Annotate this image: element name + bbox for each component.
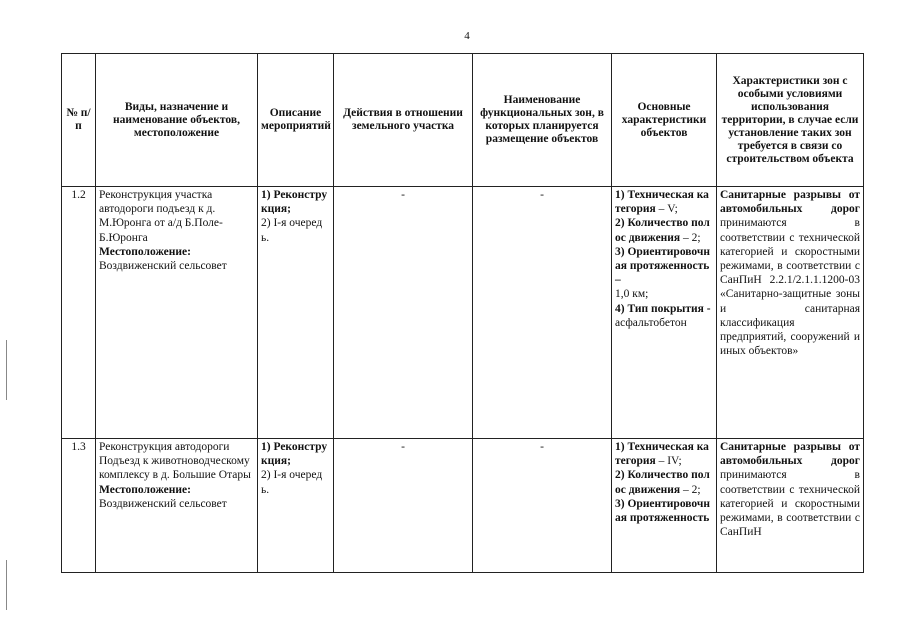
char-category-label: 1) Техническая категория <box>615 441 709 468</box>
char-lanes-label: 2) Количество полос движения <box>615 469 710 496</box>
characteristics-cell <box>612 187 717 439</box>
char-lanes-label: 2) Количество полос движения <box>615 217 710 244</box>
land-actions-cell: - <box>334 439 473 573</box>
measure-type: 1) Реконструкция; <box>261 189 328 216</box>
char-category-value: – IV; <box>658 455 682 468</box>
location-value: Воздвиженский сельсовет <box>99 260 227 273</box>
char-lanes-value: – 2; <box>683 483 701 496</box>
char-surface-value: асфальтобетон <box>615 316 687 329</box>
table-row <box>62 439 864 573</box>
measure-type: 1) Реконструкция; <box>261 441 328 468</box>
header-measures: Описание мероприятий <box>258 54 334 187</box>
page-number: 4 <box>464 30 470 42</box>
location-value: Воздвиженский сельсовет <box>99 497 227 510</box>
object-cell <box>96 187 258 439</box>
header-object-type: Виды, назначение и наименование объектов, местоположение <box>96 54 258 187</box>
characteristics-cell <box>612 439 717 573</box>
char-length-label: 3) Ориентировочная протяженность – <box>615 245 710 287</box>
header-number: № п/п <box>62 54 96 187</box>
zone-description: принимаются в соответствии с технической категорией и скоростными режимами, в соответствии с СанПиН 2.2.1/2.1.1.1200-03 «Санитарно-защитные зоны и санитарная классификация предприятий, сооружений и иных объектов» <box>720 217 860 358</box>
row-number: 1.2 <box>62 187 96 439</box>
table-header-row <box>62 54 864 187</box>
special-zones-cell <box>717 187 864 439</box>
measure-stage: 2) I-я очередь. <box>261 217 323 244</box>
object-description: Реконструкция участка автодороги подъезд к д. М.Юронга от а/д Б.Поле-Б.Юронга <box>99 189 223 244</box>
scan-edge-mark <box>6 340 7 400</box>
char-category-value: – V; <box>658 203 678 216</box>
char-category-label: 1) Техническая категория <box>615 189 709 216</box>
zone-heading: Санитарные разрывы от автомобильных дорог <box>720 441 860 468</box>
header-functional-zones: Наименование функциональных зон, в которых планируется размещение объектов <box>473 54 612 187</box>
functional-zones-cell: - <box>473 187 612 439</box>
measure-stage: 2) I-я очередь. <box>261 469 323 496</box>
functional-zones-cell: - <box>473 439 612 573</box>
header-land-actions: Действия в отношении земельного участка <box>334 54 473 187</box>
table-row <box>62 187 864 439</box>
measures-cell <box>258 439 334 573</box>
object-description: Реконструкция автодороги Подъезд к животноводческому комплексу в д. Большие Отары <box>99 441 251 482</box>
measures-cell <box>258 187 334 439</box>
location-label: Местоположение: <box>99 245 191 258</box>
char-length-label: 3) Ориентировочная протяженность <box>615 497 710 525</box>
location-label: Местоположение: <box>99 483 191 496</box>
char-length-value: 1,0 км; <box>615 288 649 301</box>
char-lanes-value: – 2; <box>683 231 701 244</box>
char-surface-label: 4) Тип покрытия - <box>615 302 711 315</box>
zone-description: принимаются в соответствии с технической категорией и скоростными режимами, в соответствии с СанПиН <box>720 469 860 539</box>
header-characteristics: Основные характеристики объектов <box>612 54 717 187</box>
special-zones-cell <box>717 439 864 573</box>
row-number: 1.3 <box>62 439 96 573</box>
header-special-zones: Характеристики зон с особыми условиями использования территории, в случае если установление таких зон требуется в связи со строительством объекта <box>717 54 864 187</box>
object-cell <box>96 439 258 573</box>
land-actions-cell: - <box>334 187 473 439</box>
zone-heading: Санитарные разрывы от автомобильных дорог <box>720 189 860 216</box>
scan-edge-mark <box>6 560 7 610</box>
objects-table <box>61 53 864 573</box>
